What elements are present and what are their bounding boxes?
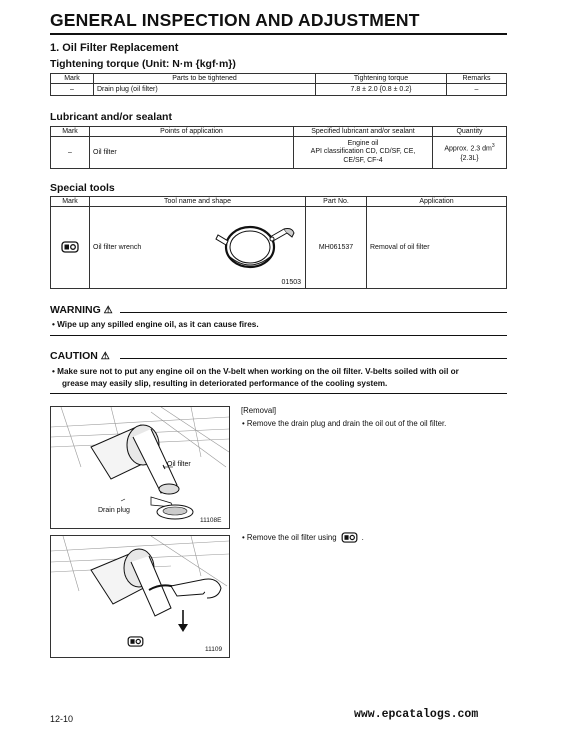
lubricant-point: Oil filter (90, 137, 294, 169)
figure-2-number: 11109 (205, 646, 223, 653)
caution-rule (120, 358, 507, 359)
tool-mark (51, 207, 90, 289)
tool-name: Oil filter wrench (93, 244, 142, 251)
spec-line: API classification CD, CD/SF, CE, (310, 148, 416, 156)
warning-bottom-rule (50, 335, 507, 336)
caution-text (52, 366, 512, 390)
lubricant-table (50, 126, 507, 169)
quantity-line (436, 142, 503, 153)
col-mark: Mark (51, 127, 90, 137)
col-parts: Parts to be tightened (94, 74, 316, 84)
torque-part: Drain plug (oil filter) (94, 84, 316, 96)
col-part-no: Part No. (306, 197, 367, 207)
figure-1-number: 11108E (200, 517, 222, 524)
figure-filter-removal (50, 535, 230, 658)
site-watermark[interactable]: www.epcatalogs.com (354, 708, 479, 721)
quantity-unit-sup: 3 (491, 143, 495, 150)
warning-text-label: WARNING (50, 304, 101, 316)
removal-step-2 (242, 532, 364, 543)
quantity-value: Approx. 2.3 dm (444, 145, 492, 153)
col-mark: Mark (51, 197, 90, 207)
caution-label (50, 350, 110, 362)
section-title: 1. Oil Filter Replacement (50, 42, 179, 54)
page-title: GENERAL INSPECTION AND ADJUSTMENT (50, 10, 420, 30)
lubricant-spec (294, 137, 433, 169)
page-number: 12-10 (50, 714, 74, 724)
tools-heading: Special tools (50, 182, 115, 194)
col-quantity: Quantity (433, 127, 507, 137)
oil-filter-wrench-icon (127, 636, 144, 647)
col-torque: Tightening torque (316, 74, 447, 84)
caution-text-label: CAUTION (50, 350, 98, 362)
lubricant-mark: – (51, 137, 90, 169)
tool-name-cell (90, 207, 306, 289)
removal-heading: [Removal] (241, 406, 277, 415)
torque-table (50, 73, 507, 96)
warning-label (50, 304, 113, 316)
tool-part-no: MH061537 (306, 207, 367, 289)
col-mark: Mark (51, 74, 94, 84)
removal-step-2-end: . (361, 533, 364, 542)
removal-step-2-text: • Remove the oil filter using (242, 533, 337, 542)
caution-bottom-rule (50, 393, 507, 394)
warning-text: • Wipe up any spilled engine oil, as it can cause fires. (52, 320, 259, 329)
oil-filter-wrench-icon (341, 532, 358, 543)
warning-rule (120, 312, 507, 313)
col-points: Points of application (90, 127, 294, 137)
lubricant-quantity (433, 137, 507, 169)
filter-wrench-drawing (212, 217, 298, 281)
figure-number: 01503 (281, 279, 301, 286)
title-rule (50, 33, 507, 35)
torque-heading: Tightening torque (Unit: N·m {kgf·m}) (50, 58, 236, 70)
drain-plug-callout: Drain plug (98, 507, 130, 514)
quantity-liters: {2.3L} (460, 154, 479, 162)
col-spec: Specified lubricant and/or sealant (294, 127, 433, 137)
tools-table (50, 196, 507, 289)
figure-drain-plug (50, 406, 230, 529)
torque-remarks: – (447, 84, 507, 96)
caution-line-2: grease may easily slip, resulting in deteriorated performance of the cooling system. (62, 379, 388, 388)
caution-line-1: • Make sure not to put any engine oil on the V-belt when working on the oil filter. V-belts soiled with oil or (52, 367, 459, 376)
engine-drawing-1 (51, 407, 229, 528)
col-tool-name: Tool name and shape (90, 197, 306, 207)
torque-mark: – (51, 84, 94, 96)
col-application: Application (367, 197, 507, 207)
oil-filter-wrench-icon (61, 241, 79, 253)
lubricant-heading: Lubricant and/or sealant (50, 111, 172, 123)
col-remarks: Remarks (447, 74, 507, 84)
torque-value: 7.8 ± 2.0 {0.8 ± 0.2} (316, 84, 447, 96)
spec-line: Engine oil (347, 139, 379, 147)
tool-application: Removal of oil filter (367, 207, 507, 289)
oil-filter-callout: Oil filter (167, 461, 191, 468)
removal-step-1: • Remove the drain plug and drain the oil out of the oil filter. (242, 419, 447, 428)
spec-line: CE/SF, CF-4 (343, 156, 383, 164)
caution-icon: ⚠ (100, 351, 110, 362)
warning-icon: ⚠ (103, 305, 113, 316)
